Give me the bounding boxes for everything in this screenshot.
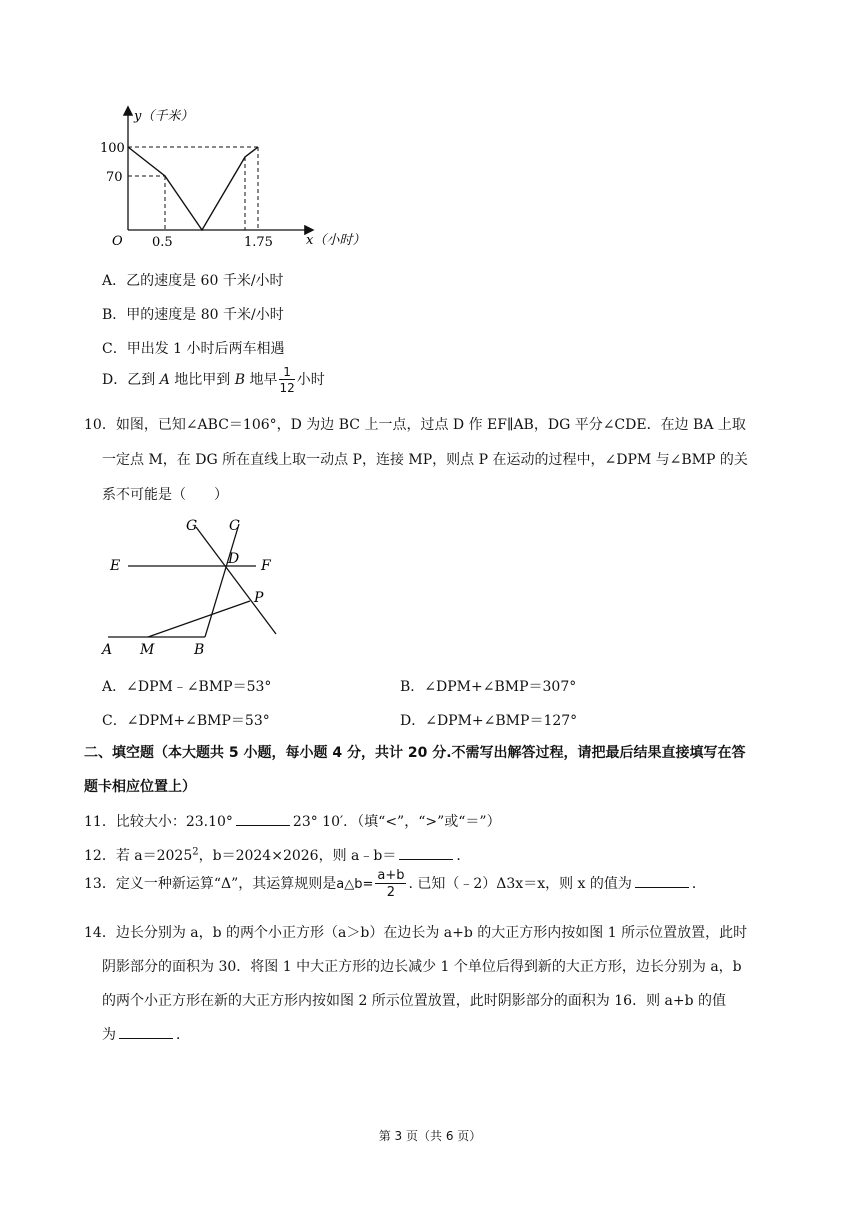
graph-line: [128, 147, 258, 230]
q10-text-line2: 一定点 M，在 DG 所在直线上取一动点 P，连接 MP，则点 P 在运动的过程中，∠DPM 与∠BMP 的关: [102, 452, 748, 468]
q14-line3: 的两个小正方形在新的大正方形内按如图 2 所示位置放置，此时阴影部分的面积为 16．则 a+b 的值: [102, 993, 727, 1009]
geometry-figure: [98, 512, 298, 662]
q13-answer-blank: [635, 886, 689, 888]
q12-answer-blank: [399, 858, 453, 860]
q10-option-d: D．∠DPM+∠BMP＝127°: [400, 713, 578, 729]
section-heading-line2: 题卡相应位置上）: [84, 779, 196, 795]
y-axis-label: y（千米）: [134, 109, 194, 124]
svg-text:P: P: [254, 590, 264, 606]
y-tick-70: 70: [106, 170, 123, 185]
distance-time-graph: [100, 100, 390, 260]
y-tick-100: 100: [100, 141, 125, 156]
q9-option-c: C．甲出发 1 小时后两车相遇: [102, 341, 285, 357]
svg-text:B: B: [194, 642, 205, 658]
q9-option-b: B．甲的速度是 80 千米/小时: [102, 307, 284, 323]
svg-text:F: F: [261, 558, 271, 574]
svg-text:M: M: [140, 642, 155, 658]
svg-text:G: G: [186, 518, 198, 534]
svg-text:D: D: [228, 551, 240, 567]
q9-option-d: D．乙到 A 地比甲到 B 地早 $\frac{1}{12}$ 小时: [102, 365, 325, 395]
section-heading-line1: 二、填空题（本大题共 5 小题，每小题 4 分，共计 20 分.不需写出解答过程，请把最后结果直接填写在答: [84, 745, 746, 761]
q10-option-b: B．∠DPM+∠BMP＝307°: [400, 679, 577, 695]
q10-option-a: A．∠DPM﹣∠BMP＝53°: [102, 679, 272, 695]
q14-line4: 为 ．: [102, 1027, 190, 1043]
q11-answer-blank: [236, 824, 290, 826]
q9-option-a: A．乙的速度是 60 千米/小时: [102, 273, 284, 289]
q13: 13．定义一种新运算“Δ”，其运算规则是a△b= $\frac{a+b}{2}$ . 已知（﹣2）Δ3x＝x，则 x 的值为 ．: [84, 868, 706, 900]
q14-line1: 14．边长分别为 a，b 的两个小正方形（a＞b）在边长为 a+b 的大正方形内按如图 1 所示位置放置，此时: [84, 925, 748, 941]
fraction-a-plus-b-over-2: $\frac{a+b}{2}$: [377, 868, 405, 900]
q10-text-line1: 10．如图，已知∠ABC＝106°，D 为边 BC 上一点，过点 D 作 EF∥AB，DG 平分∠CDE．在边 BA 上取: [84, 417, 746, 433]
x-axis-label: x（小时）: [306, 233, 366, 248]
q14-line2: 阴影部分的面积为 30．将图 1 中大正方形的边长减少 1 个单位后得到新的大正方形，边长分别为 a，b: [102, 959, 742, 975]
svg-text:E: E: [110, 558, 121, 574]
q11: 11．比较大小：23.10° 23° 10′．（填“<”，“>”或“＝”）: [84, 814, 501, 830]
q14-answer-blank: [119, 1037, 173, 1039]
x-tick-0-5: 0.5: [152, 235, 173, 250]
q10-text-line3: 系不可能是（ ）: [102, 487, 228, 503]
x-tick-1-75: 1.75: [244, 235, 273, 250]
fraction-1-12: $\frac{1}{12}$: [279, 365, 295, 395]
svg-text:C: C: [229, 518, 240, 534]
page-footer: 第 3 页（共 6 页）: [378, 1129, 482, 1143]
q12: 12．若 $a=2025^2$，b＝2024×2026，则 a﹣b＝ ．: [84, 846, 471, 864]
origin-label: O: [112, 234, 123, 249]
q10-option-c: C．∠DPM+∠BMP＝53°: [102, 713, 270, 729]
svg-text:A: A: [102, 642, 113, 658]
